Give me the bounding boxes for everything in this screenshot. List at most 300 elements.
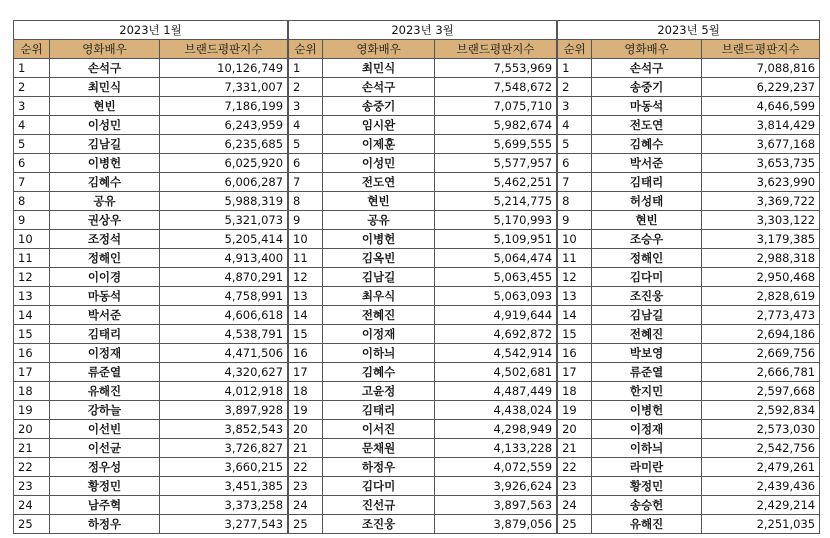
score-cell: 3,726,827 [160,439,288,458]
rank-cell: 5 [558,135,592,154]
score-cell: 5,109,951 [435,230,557,249]
rank-cell: 17 [558,363,592,382]
table-row [289,173,557,192]
score-cell: 5,577,957 [435,154,557,173]
table-row [289,192,557,211]
actor-name-cell: 이정재 [323,325,435,344]
table-row [558,439,820,458]
score-cell: 3,277,543 [160,515,288,534]
actor-name-cell: 이서진 [323,420,435,439]
rank-cell: 23 [289,477,323,496]
table-row [14,344,288,363]
actor-name-cell: 손석구 [592,59,702,78]
table-row [558,230,820,249]
score-cell: 6,229,237 [702,78,820,97]
rank-cell: 17 [14,363,50,382]
rank-cell: 16 [558,344,592,363]
actor-name-cell: 정해인 [592,249,702,268]
rank-cell: 8 [289,192,323,211]
score-cell: 2,666,781 [702,363,820,382]
score-cell: 4,606,618 [160,306,288,325]
rank-cell: 8 [558,192,592,211]
score-cell: 6,025,920 [160,154,288,173]
actor-name-cell: 조진웅 [592,287,702,306]
rank-cell: 19 [289,401,323,420]
table-row [289,420,557,439]
score-cell: 2,669,756 [702,344,820,363]
table-row [14,230,288,249]
actor-name-cell: 전도연 [592,116,702,135]
score-cell: 4,487,449 [435,382,557,401]
actor-name-cell: 전혜진 [592,325,702,344]
table-row [14,325,288,344]
actor-name-cell: 최민식 [50,78,160,97]
actor-name-cell: 이제훈 [323,135,435,154]
score-cell: 3,653,735 [702,154,820,173]
table-row [558,78,820,97]
actor-name-cell: 현빈 [592,211,702,230]
actor-name-cell: 공유 [323,211,435,230]
table-row [14,211,288,230]
panel-title: 2023년 3월 [289,21,557,40]
table-row [14,496,288,515]
actor-name-cell: 송중기 [323,97,435,116]
score-cell: 5,699,555 [435,135,557,154]
rank-cell: 24 [14,496,50,515]
score-cell: 2,573,030 [702,420,820,439]
score-cell: 2,251,035 [702,515,820,534]
rank-cell: 14 [14,306,50,325]
rank-cell: 20 [558,420,592,439]
table-row [558,173,820,192]
actor-name-cell: 이선빈 [50,420,160,439]
actor-name-cell: 유해진 [50,382,160,401]
score-cell: 5,063,093 [435,287,557,306]
panel-jan-2023 [13,20,288,534]
actor-name-cell: 공유 [50,192,160,211]
score-cell: 4,471,506 [160,344,288,363]
table-row [289,382,557,401]
table-row [558,97,820,116]
table-row [14,420,288,439]
score-cell: 2,597,668 [702,382,820,401]
table-body [558,59,820,534]
header-score: 브랜드평판지수 [702,40,820,59]
rank-cell: 17 [289,363,323,382]
actor-name-cell: 김남길 [592,306,702,325]
actor-name-cell: 김혜수 [323,363,435,382]
rank-cell: 12 [558,268,592,287]
table-row [14,458,288,477]
actor-name-cell: 마동석 [50,287,160,306]
score-cell: 3,879,056 [435,515,557,534]
score-cell: 6,235,685 [160,135,288,154]
score-cell: 4,758,991 [160,287,288,306]
rank-cell: 1 [289,59,323,78]
table-row [289,249,557,268]
table-row [558,268,820,287]
table-row [289,496,557,515]
actor-name-cell: 정우성 [50,458,160,477]
table-row [14,192,288,211]
rank-cell: 10 [558,230,592,249]
actor-name-cell: 임시완 [323,116,435,135]
actor-name-cell: 최우식 [323,287,435,306]
table-row [289,325,557,344]
score-cell: 3,303,122 [702,211,820,230]
rank-cell: 4 [14,116,50,135]
score-cell: 4,502,681 [435,363,557,382]
actor-name-cell: 이정재 [592,420,702,439]
table-row [558,458,820,477]
actor-name-cell: 조정석 [50,230,160,249]
table-row [14,97,288,116]
rank-cell: 15 [289,325,323,344]
actor-name-cell: 류준열 [592,363,702,382]
score-cell: 7,186,199 [160,97,288,116]
table-row [289,211,557,230]
rank-cell: 9 [14,211,50,230]
score-cell: 3,926,624 [435,477,557,496]
rank-cell: 13 [289,287,323,306]
rank-cell: 11 [14,249,50,268]
score-cell: 5,064,474 [435,249,557,268]
table-row [558,59,820,78]
rank-cell: 24 [289,496,323,515]
score-cell: 4,320,627 [160,363,288,382]
table-row [558,249,820,268]
actor-name-cell: 김태리 [592,173,702,192]
score-cell: 3,179,385 [702,230,820,249]
table-row [558,135,820,154]
table-row [14,401,288,420]
panel-mar-2023 [288,20,557,534]
table-body [14,59,288,534]
actor-name-cell: 유해진 [592,515,702,534]
actor-name-cell: 손석구 [323,78,435,97]
score-cell: 7,548,672 [435,78,557,97]
rank-cell: 9 [558,211,592,230]
score-cell: 4,133,228 [435,439,557,458]
actor-name-cell: 이성민 [50,116,160,135]
actor-name-cell: 김다미 [323,477,435,496]
table-row [289,401,557,420]
rank-cell: 6 [14,154,50,173]
actor-name-cell: 김태리 [323,401,435,420]
rank-cell: 16 [289,344,323,363]
table-row [558,306,820,325]
rank-cell: 14 [558,306,592,325]
table-row [289,230,557,249]
rank-cell: 2 [289,78,323,97]
rank-cell: 18 [14,382,50,401]
rank-cell: 25 [14,515,50,534]
actor-name-cell: 고윤정 [323,382,435,401]
rank-cell: 5 [289,135,323,154]
table-row [289,344,557,363]
rank-cell: 23 [14,477,50,496]
rank-cell: 25 [289,515,323,534]
score-cell: 5,462,251 [435,173,557,192]
score-cell: 7,088,816 [702,59,820,78]
score-cell: 3,852,543 [160,420,288,439]
rank-cell: 7 [14,173,50,192]
rank-cell: 20 [14,420,50,439]
rank-cell: 20 [289,420,323,439]
table-row [14,515,288,534]
table-row [14,287,288,306]
table-row [289,268,557,287]
score-cell: 2,988,318 [702,249,820,268]
rank-cell: 1 [558,59,592,78]
actor-name-cell: 하정우 [323,458,435,477]
actor-name-cell: 김다미 [592,268,702,287]
header-score: 브랜드평판지수 [160,40,288,59]
actor-name-cell: 송중기 [592,78,702,97]
rank-cell: 22 [558,458,592,477]
table-row [289,477,557,496]
table-row [289,306,557,325]
actor-name-cell: 최민식 [323,59,435,78]
score-cell: 6,243,959 [160,116,288,135]
rank-cell: 23 [558,477,592,496]
rank-cell: 16 [14,344,50,363]
table-row [14,249,288,268]
rank-cell: 21 [289,439,323,458]
actor-name-cell: 강하늘 [50,401,160,420]
score-cell: 2,694,186 [702,325,820,344]
rank-cell: 15 [14,325,50,344]
score-cell: 5,321,073 [160,211,288,230]
table-body [289,59,557,534]
score-cell: 7,331,007 [160,78,288,97]
score-cell: 4,538,791 [160,325,288,344]
rank-cell: 13 [558,287,592,306]
table-row [14,306,288,325]
rank-cell: 22 [289,458,323,477]
table-row [558,477,820,496]
actor-name-cell: 전도연 [323,173,435,192]
rank-cell: 19 [14,401,50,420]
score-cell: 2,542,756 [702,439,820,458]
actor-name-cell: 류준열 [50,363,160,382]
rank-cell: 14 [289,306,323,325]
score-cell: 2,479,261 [702,458,820,477]
rank-cell: 12 [289,268,323,287]
rank-cell: 11 [558,249,592,268]
header-actor: 영화배우 [50,40,160,59]
actor-name-cell: 이하늬 [592,439,702,458]
table-row [14,477,288,496]
header-score: 브랜드평판지수 [435,40,557,59]
actor-name-cell: 김남길 [323,268,435,287]
rank-cell: 24 [558,496,592,515]
table-row [289,78,557,97]
panel-title: 2023년 1월 [14,21,288,40]
actor-name-cell: 송승헌 [592,496,702,515]
score-cell: 5,063,455 [435,268,557,287]
actor-name-cell: 박서준 [592,154,702,173]
rank-cell: 19 [558,401,592,420]
table-row [558,344,820,363]
rank-cell: 21 [14,439,50,458]
rank-cell: 4 [289,116,323,135]
rank-cell: 7 [289,173,323,192]
actor-name-cell: 권상우 [50,211,160,230]
score-cell: 3,660,215 [160,458,288,477]
header-actor: 영화배우 [592,40,702,59]
rank-cell: 6 [289,154,323,173]
score-cell: 5,988,319 [160,192,288,211]
score-cell: 7,553,969 [435,59,557,78]
ranking-tables [13,20,817,531]
table-row [558,496,820,515]
table-row [289,458,557,477]
actor-name-cell: 이병헌 [50,154,160,173]
rank-cell: 3 [289,97,323,116]
score-cell: 4,072,559 [435,458,557,477]
table-row [289,363,557,382]
actor-name-cell: 이병헌 [592,401,702,420]
actor-name-cell: 박서준 [50,306,160,325]
panel-may-2023 [557,20,820,534]
table-row [558,211,820,230]
score-cell: 2,828,619 [702,287,820,306]
score-cell: 3,373,258 [160,496,288,515]
table-row [558,401,820,420]
actor-name-cell: 허성태 [592,192,702,211]
score-cell: 5,205,414 [160,230,288,249]
rank-cell: 10 [14,230,50,249]
table-row [14,268,288,287]
actor-name-cell: 김혜수 [50,173,160,192]
rank-cell: 7 [558,173,592,192]
score-cell: 5,982,674 [435,116,557,135]
score-cell: 2,429,214 [702,496,820,515]
score-cell: 10,126,749 [160,59,288,78]
rank-cell: 10 [289,230,323,249]
table-row [14,439,288,458]
actor-name-cell: 이병헌 [323,230,435,249]
table-row [558,287,820,306]
actor-name-cell: 박보영 [592,344,702,363]
actor-name-cell: 한지민 [592,382,702,401]
table-row [558,192,820,211]
score-cell: 6,006,287 [160,173,288,192]
actor-name-cell: 조승우 [592,230,702,249]
score-cell: 3,897,563 [435,496,557,515]
table-row [14,154,288,173]
actor-name-cell: 이정재 [50,344,160,363]
actor-name-cell: 김혜수 [592,135,702,154]
table-row [558,420,820,439]
actor-name-cell: 김옥빈 [323,249,435,268]
rank-cell: 2 [14,78,50,97]
rank-cell: 18 [558,382,592,401]
table-row [289,97,557,116]
actor-name-cell: 하정우 [50,515,160,534]
score-cell: 7,075,710 [435,97,557,116]
rank-cell: 6 [558,154,592,173]
actor-name-cell: 황정민 [50,477,160,496]
table-row [14,363,288,382]
header-rank: 순위 [14,40,50,59]
actor-name-cell: 김태리 [50,325,160,344]
rank-cell: 18 [289,382,323,401]
score-cell: 3,897,928 [160,401,288,420]
table-row [558,116,820,135]
score-cell: 3,623,990 [702,173,820,192]
score-cell: 2,950,468 [702,268,820,287]
table-row [558,363,820,382]
table-row [558,382,820,401]
table-row [14,382,288,401]
actor-name-cell: 이이경 [50,268,160,287]
header-rank: 순위 [289,40,323,59]
table-row [289,515,557,534]
rank-cell: 22 [14,458,50,477]
rank-cell: 21 [558,439,592,458]
actor-name-cell: 남주혁 [50,496,160,515]
table-row [14,78,288,97]
actor-name-cell: 황정민 [592,477,702,496]
score-cell: 4,870,291 [160,268,288,287]
actor-name-cell: 정해인 [50,249,160,268]
table-row [558,515,820,534]
actor-name-cell: 조진웅 [323,515,435,534]
table-row [289,59,557,78]
actor-name-cell: 전혜진 [323,306,435,325]
rank-cell: 2 [558,78,592,97]
score-cell: 2,592,834 [702,401,820,420]
score-cell: 4,646,599 [702,97,820,116]
actor-name-cell: 현빈 [50,97,160,116]
table-row [289,135,557,154]
rank-cell: 3 [558,97,592,116]
table-row [14,135,288,154]
actor-name-cell: 김남길 [50,135,160,154]
score-cell: 4,438,024 [435,401,557,420]
rank-cell: 9 [289,211,323,230]
actor-name-cell: 라미란 [592,458,702,477]
score-cell: 4,913,400 [160,249,288,268]
table-row [289,154,557,173]
score-cell: 2,439,436 [702,477,820,496]
table-row [289,116,557,135]
score-cell: 4,919,644 [435,306,557,325]
score-cell: 5,170,993 [435,211,557,230]
rank-cell: 13 [14,287,50,306]
rank-cell: 1 [14,59,50,78]
score-cell: 3,677,168 [702,135,820,154]
table-row [14,116,288,135]
rank-cell: 11 [289,249,323,268]
header-rank: 순위 [558,40,592,59]
rank-cell: 25 [558,515,592,534]
actor-name-cell: 마동석 [592,97,702,116]
actor-name-cell: 현빈 [323,192,435,211]
actor-name-cell: 이선균 [50,439,160,458]
actor-name-cell: 문채원 [323,439,435,458]
score-cell: 5,214,775 [435,192,557,211]
actor-name-cell: 손석구 [50,59,160,78]
actor-name-cell: 이하늬 [323,344,435,363]
table-row [289,287,557,306]
panel-title: 2023년 5월 [558,21,820,40]
score-cell: 4,692,872 [435,325,557,344]
rank-cell: 4 [558,116,592,135]
table-row [558,325,820,344]
